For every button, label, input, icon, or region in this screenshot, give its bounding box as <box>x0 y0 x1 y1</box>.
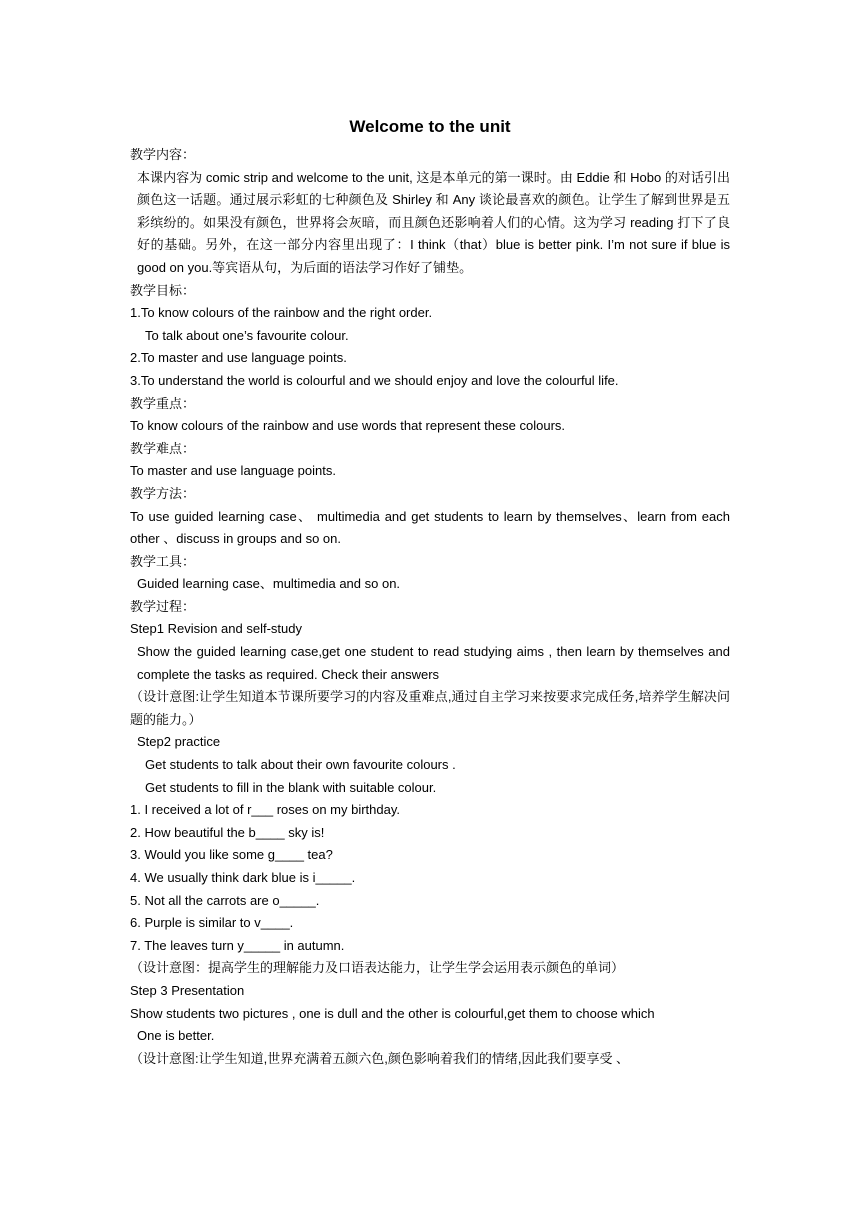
objective-item: To talk about one’s favourite colour. <box>145 327 349 343</box>
exercise-item: 4. We usually think dark blue is i_____. <box>130 870 356 885</box>
exercise-item: 1. I received a lot of r___ roses on my birthday. <box>130 802 401 818</box>
tools-heading: 教学工具： <box>130 553 196 569</box>
step2-line: Get students to fill in the blank with suitable colour. <box>145 779 437 795</box>
objective-item: 1.To know colours of the rainbow and the right order. <box>130 305 433 321</box>
key-points-heading: 教学重点： <box>130 395 196 411</box>
content-heading: 教学内容： <box>130 147 196 162</box>
exercise-item: 2. How beautiful the b____ sky is! <box>130 824 325 840</box>
exercise-item: 5. Not all the carrots are o_____. <box>130 892 320 908</box>
exercise-item: 6. Purple is similar to v____. <box>130 915 294 931</box>
step2-line: Get students to talk about their own favourite colours . <box>145 757 456 773</box>
objective-item: 3.To understand the world is colourful and we should enjoy and love the colourful life. <box>130 372 619 388</box>
objective-item: 2.To master and use language points. <box>130 350 347 366</box>
key-points-text: To know colours of the rainbow and use words that represent these colours. <box>130 418 566 434</box>
objectives-heading: 教学目标： <box>130 282 196 298</box>
exercise-item: 3. Would you like some g____ tea? <box>130 847 333 863</box>
document-title: Welcome to the unit <box>349 117 511 136</box>
process-heading: 教学过程： <box>130 598 196 614</box>
step3-text: Show students two pictures , one is dull and the other is colourful,get them to choose which <box>130 1005 655 1021</box>
step3-text-continued: One is better. <box>137 1028 215 1044</box>
methods-text: To use guided learning case、 multimedia and get students to learn by themselves、learn from each other 、discuss in groups and so on. <box>130 508 730 547</box>
difficulties-text: To master and use language points. <box>130 463 336 479</box>
tools-text: Guided learning case、multimedia and so on. <box>137 576 401 592</box>
step2-intent: （设计意图：提高学生的理解能力及口语表达能力，让学生学会运用表示颜色的单词） <box>130 960 625 976</box>
step1-intent: （设计意图:让学生知道本节课所要学习的内容及重难点,通过自主学习来按要求完成任务,培养学生解决问题的能力。） <box>130 689 730 727</box>
content-paragraph: 本课内容为 comic strip and welcome to the unit, 这是本单元的第一课时。由 Eddie 和 Hobo 的对话引出颜色这一话题。通过展示彩虹的七种颜色及 Shirley 和 Any 谈论最喜欢的颜色。让学生了解到世界是五彩缤纷的。如果没有颜色，世界将会灰暗，而且颜色还影响着人们的心情。这为学习 reading 打下了良好的基础。另外，在这一部分内容里出现了：I think（that）blue is better pink. I’m not sure if blue is good on you.等宾语从句，为后面的语法学习作好了铺垫。 <box>137 169 730 275</box>
step3-title: Step 3 Presentation <box>130 982 245 998</box>
difficulties-heading: 教学难点： <box>130 440 196 456</box>
step2-title: Step2 practice <box>137 734 221 750</box>
document-page <box>130 112 730 1070</box>
step3-intent: （设计意图:让学生知道,世界充满着五颜六色,颜色影响着我们的情绪,因此我们要享受 、 <box>130 1050 630 1066</box>
exercise-item: 7. The leaves turn y_____ in autumn. <box>130 937 345 953</box>
methods-heading: 教学方法： <box>130 485 196 501</box>
step1-text: Show the guided learning case,get one student to read studying aims , then learn by themselves and complete the tasks as required. Check their answers <box>137 644 730 682</box>
step1-title: Step1 Revision and self-study <box>130 621 302 637</box>
